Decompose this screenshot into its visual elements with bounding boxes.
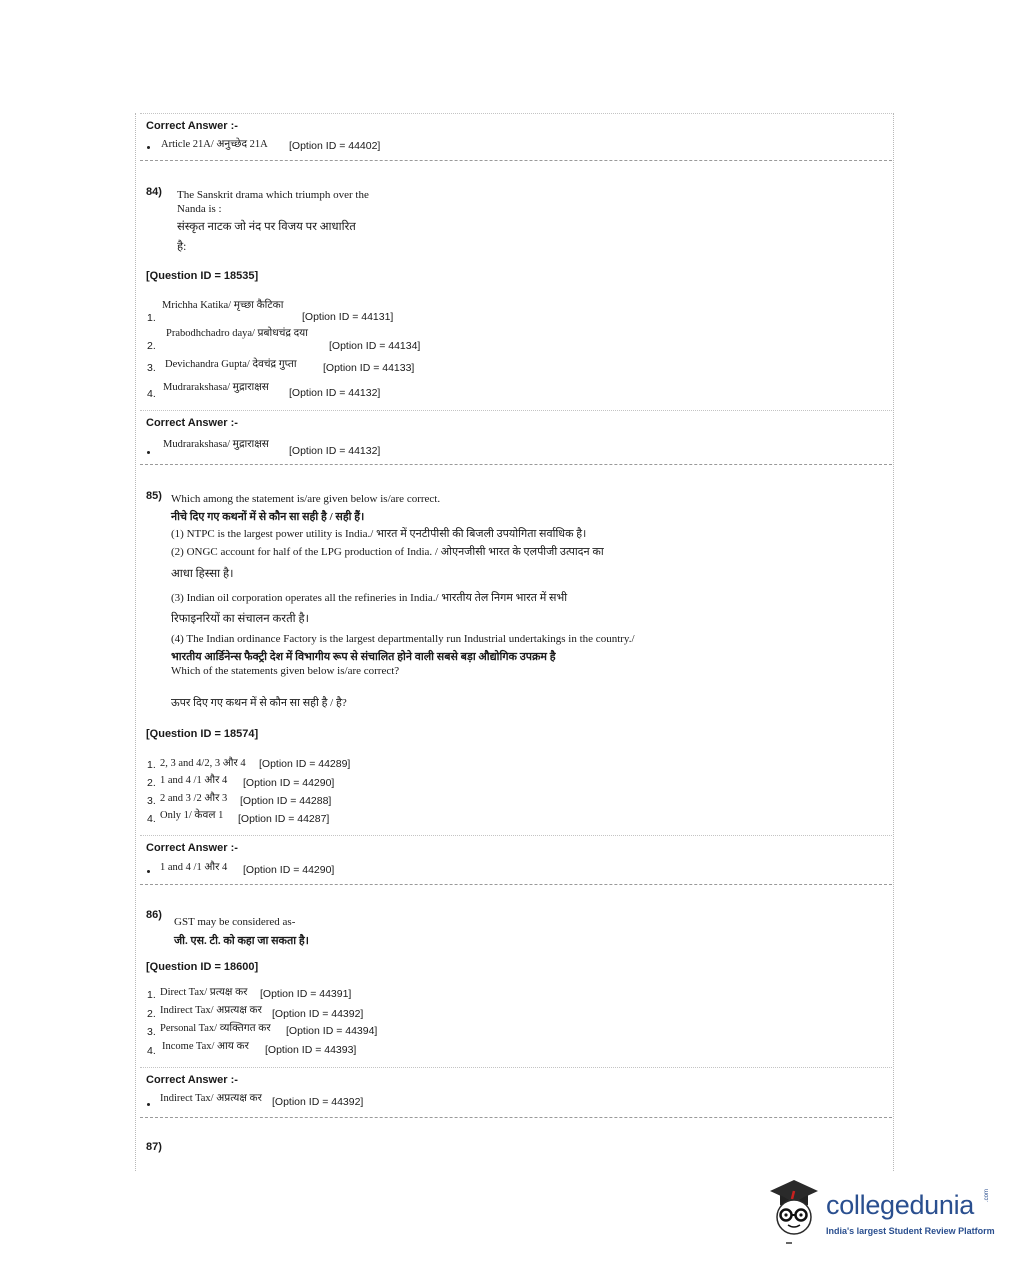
option-text: 2, 3 and 4/2, 3 और 4 xyxy=(160,758,246,769)
question-line: GST may be considered as- xyxy=(174,916,296,928)
option-number: 4. xyxy=(147,388,156,400)
option-number: 3. xyxy=(147,1026,156,1038)
correct-answer-label: Correct Answer :- xyxy=(146,120,238,132)
bullet xyxy=(147,451,150,454)
option-text: Personal Tax/ व्यक्तिगत कर xyxy=(160,1023,271,1034)
option-number: 4. xyxy=(147,1045,156,1057)
option-id: [Option ID = 44287] xyxy=(238,813,330,825)
option-text: Devichandra Gupta/ देवचंद्र गुप्ता xyxy=(165,359,297,370)
bullet xyxy=(147,146,150,149)
divider xyxy=(140,160,892,161)
option-text: Prabodhchadro daya/ प्रबोधचंद्र दया xyxy=(166,328,308,339)
option-text: Mrichha Katika/ मृच्छा कैटिका xyxy=(162,300,284,311)
bullet xyxy=(147,870,150,873)
option-number: 1. xyxy=(147,989,156,1001)
option-number: 2. xyxy=(147,777,156,789)
option-id: [Option ID = 44288] xyxy=(240,795,332,807)
question-id: [Question ID = 18600] xyxy=(146,961,259,973)
statement-1: (1) NTPC is the largest power utility is India./ भारत में एनटीपीसी की बिजली उपयोगिता सर्वाधिक है। xyxy=(171,528,587,540)
divider xyxy=(140,884,892,885)
question-line: Which among the statement is/are given below is/are correct. xyxy=(171,493,441,505)
divider xyxy=(140,1067,892,1068)
divider xyxy=(140,464,892,465)
option-number: 2. xyxy=(147,340,156,352)
statement-2: (2) ONGC account for half of the LPG production of India. / ओएनजीसी भारत के एलपीजी उत्पादन का xyxy=(171,546,604,558)
question-line: Which of the statements given below is/are correct? xyxy=(171,665,400,677)
question-number: 86) xyxy=(146,909,162,921)
option-id: [Option ID = 44134] xyxy=(329,340,421,352)
option-text: Direct Tax/ प्रत्यक्ष कर xyxy=(160,987,248,998)
statement-3: (3) Indian oil corporation operates all the refineries in India./ भारतीय तेल निगम भारत में सभी xyxy=(171,592,568,604)
question-id: [Question ID = 18574] xyxy=(146,728,259,740)
option-id: [Option ID = 44132] xyxy=(289,387,381,399)
answer-text: Mudrarakshasa/ मुद्राराक्षस xyxy=(163,439,269,450)
option-text: Only 1/ केवल 1 xyxy=(160,810,224,821)
option-id: [Option ID = 44289] xyxy=(259,758,351,770)
option-number: 1. xyxy=(147,759,156,771)
question-number: 85) xyxy=(146,490,162,502)
correct-answer-label: Correct Answer :- xyxy=(146,417,238,429)
option-id: [Option ID = 44392] xyxy=(272,1096,364,1108)
question-line-hindi: ऊपर दिए गए कथन में से कौन सा सही है / है? xyxy=(171,697,347,709)
option-text: Indirect Tax/ अप्रत्यक्ष कर xyxy=(160,1005,262,1016)
question-line-hindi: नीचे दिए गए कथनों में से कौन सा सही है / सही हैं। xyxy=(171,511,365,523)
divider xyxy=(140,113,892,114)
brand-name: collegedunia xyxy=(826,1190,975,1220)
answer-text: 1 and 4 /1 और 4 xyxy=(160,862,228,873)
option-id: [Option ID = 44131] xyxy=(302,311,394,323)
option-id: [Option ID = 44402] xyxy=(289,140,381,152)
question-line-hindi: संस्कृत नाटक जो नंद पर विजय पर आधारित xyxy=(177,221,356,233)
answer-text: Article 21A/ अनुच्छेद 21A xyxy=(161,139,268,150)
option-number: 4. xyxy=(147,813,156,825)
option-number: 3. xyxy=(147,362,156,374)
option-number: 1. xyxy=(147,312,156,324)
correct-answer-label: Correct Answer :- xyxy=(146,1074,238,1086)
statement-3-cont: रिफाइनरियों का संचालन करती है। xyxy=(171,613,309,625)
option-id: [Option ID = 44290] xyxy=(243,777,335,789)
option-id: [Option ID = 44391] xyxy=(260,988,352,1000)
option-id: [Option ID = 44290] xyxy=(243,864,335,876)
question-number: 84) xyxy=(146,186,162,198)
option-text: Mudrarakshasa/ मुद्राराक्षस xyxy=(163,382,269,393)
question-id: [Question ID = 18535] xyxy=(146,270,259,282)
question-line: The Sanskrit drama which triumph over the xyxy=(177,189,369,201)
option-id: [Option ID = 44393] xyxy=(265,1044,357,1056)
statement-4: (4) The Indian ordinance Factory is the largest departmentally run Industrial undertakings in the country./ xyxy=(171,633,635,645)
brand-domain: .com xyxy=(984,1188,990,1202)
question-number: 87) xyxy=(146,1141,162,1153)
divider xyxy=(140,1117,892,1118)
option-id: [Option ID = 44133] xyxy=(323,362,415,374)
correct-answer-label: Correct Answer :- xyxy=(146,842,238,854)
option-number: 2. xyxy=(147,1008,156,1020)
option-id: [Option ID = 44392] xyxy=(272,1008,364,1020)
divider xyxy=(140,835,892,836)
brand-tagline: India's largest Student Review Platform xyxy=(826,1226,995,1236)
statement-2-cont: आधा हिस्सा है। xyxy=(171,568,234,580)
statement-4-hindi: भारतीय आर्डिनेन्स फैक्ट्री देश में विभागीय रूप से संचालित होने वाली सबसे बड़ा औद्योगिक उपक्रम है xyxy=(171,651,556,663)
question-line-hindi: जी. एस. टी. को कहा जा सकता है। xyxy=(174,935,309,947)
option-text: Income Tax/ आय कर xyxy=(162,1041,249,1052)
option-text: 1 and 4 /1 और 4 xyxy=(160,775,228,786)
bullet xyxy=(147,1103,150,1106)
question-line: Nanda is : xyxy=(177,203,222,215)
divider xyxy=(140,410,892,411)
option-id: [Option ID = 44132] xyxy=(289,445,381,457)
option-text: 2 and 3 /2 और 3 xyxy=(160,793,228,804)
answer-text: Indirect Tax/ अप्रत्यक्ष कर xyxy=(160,1093,262,1104)
question-line-hindi: है: xyxy=(177,241,187,253)
option-id: [Option ID = 44394] xyxy=(286,1025,378,1037)
option-number: 3. xyxy=(147,795,156,807)
